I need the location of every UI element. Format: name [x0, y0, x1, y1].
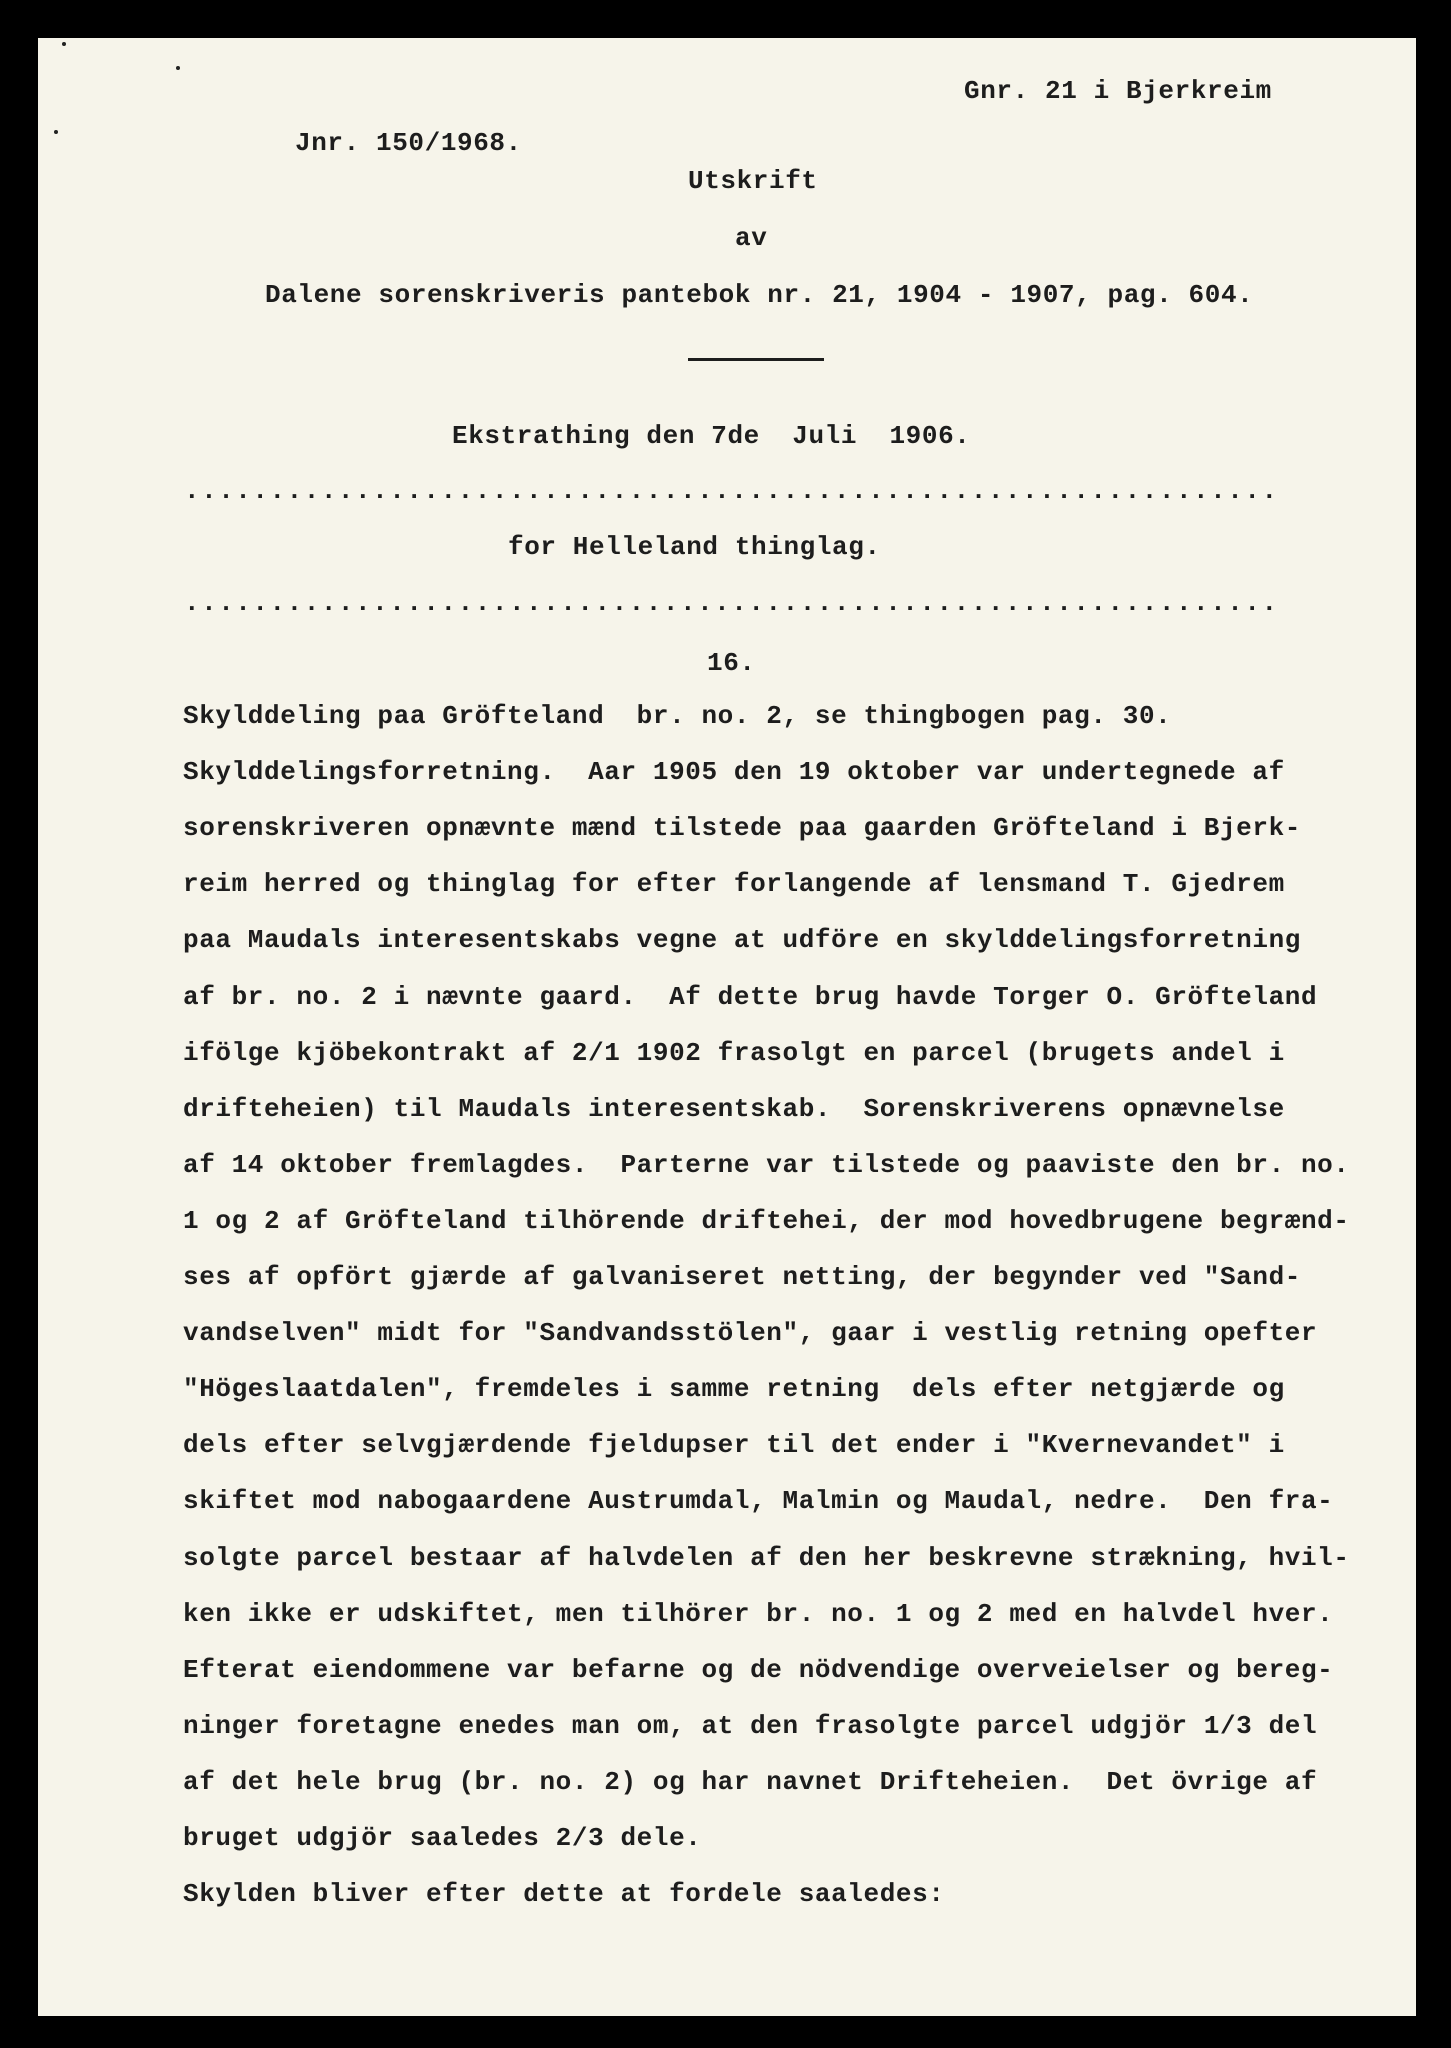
body-line: ninger foretagne enedes man om, at den frasolgte parcel udgjör 1/3 del	[183, 1711, 1318, 1741]
title-rule	[688, 358, 824, 361]
body-line: reim herred og thinglag for efter forlangende af lensmand T. Gjedrem	[183, 869, 1285, 899]
document-page	[38, 38, 1416, 2016]
body-line: vandselven" midt for "Sandvandsstölen", gaar i vestlig retning opefter	[183, 1318, 1318, 1348]
dotted-separator: ................................................................	[184, 478, 1279, 504]
body-line: af 14 oktober fremlagdes. Parterne var tilstede og paaviste den br. no.	[183, 1150, 1350, 1180]
thinglag: for Helleland thinglag.	[508, 532, 881, 562]
body-line: drifteheien) til Maudals interesentskab. Sorenskriverens opnævnelse	[183, 1094, 1285, 1124]
title-source: Dalene sorenskriveris pantebok nr. 21, 1904 - 1907, pag. 604.	[265, 280, 1254, 310]
body-line: dels efter selvgjærdende fjeldupser til det ender i "Kvernevandet" i	[183, 1430, 1285, 1460]
body-line: ifölge kjöbekontrakt af 2/1 1902 frasolgt en parcel (brugets andel i	[183, 1038, 1285, 1068]
body-line: paa Maudals interesentskabs vegne at udföre en skylddelingsforretning	[183, 925, 1301, 955]
entry-number: 16.	[707, 648, 756, 678]
margin-mark	[54, 130, 58, 134]
title-av: av	[735, 223, 768, 253]
body-line: skiftet mod nabogaardene Austrumdal, Malmin og Maudal, nedre. Den fra-	[183, 1486, 1334, 1516]
body-line: sorenskriveren opnævnte mænd tilstede paa gaarden Gröfteland i Bjerk-	[183, 813, 1301, 843]
body-line: solgte parcel bestaar af halvdelen af den her beskrevne strækning, hvil-	[183, 1543, 1350, 1573]
body-line: 1 og 2 af Gröfteland tilhörende driftehei, der mod hovedbrugene begrænd-	[183, 1206, 1350, 1236]
body-line: bruget udgjör saaledes 2/3 dele.	[183, 1823, 702, 1853]
body-line: af br. no. 2 i nævnte gaard. Af dette brug havde Torger O. Gröfteland	[183, 982, 1318, 1012]
body-line: Skylddelingsforretning. Aar 1905 den 19 oktober var undertegnede af	[183, 757, 1285, 787]
body-line: Skylddeling paa Gröfteland br. no. 2, se thingbogen pag. 30.	[183, 701, 1172, 731]
title-utskrift: Utskrift	[688, 166, 818, 196]
body-line: Skylden bliver efter dette at fordele saaledes:	[183, 1879, 945, 1909]
session-date: Ekstrathing den 7de Juli 1906.	[452, 421, 971, 451]
body-line: "Högeslaatdalen", fremdeles i samme retning dels efter netgjærde og	[183, 1374, 1285, 1404]
gnr-reference: Gnr. 21 i Bjerkreim	[964, 76, 1272, 106]
body-line: af det hele brug (br. no. 2) og har navnet Drifteheien. Det övrige af	[183, 1767, 1318, 1797]
margin-mark	[62, 42, 66, 46]
body-line: ses af opfört gjærde af galvaniseret netting, der begynder ved "Sand-	[183, 1262, 1301, 1292]
body-line: ken ikke er udskiftet, men tilhörer br. no. 1 og 2 med en halvdel hver.	[183, 1599, 1334, 1629]
dotted-separator: ................................................................	[184, 590, 1279, 616]
body-line: Efterat eiendommene var befarne og de nödvendige overveielser og bereg-	[183, 1655, 1334, 1685]
journal-number: Jnr. 150/1968.	[295, 128, 522, 158]
margin-mark	[176, 66, 180, 70]
